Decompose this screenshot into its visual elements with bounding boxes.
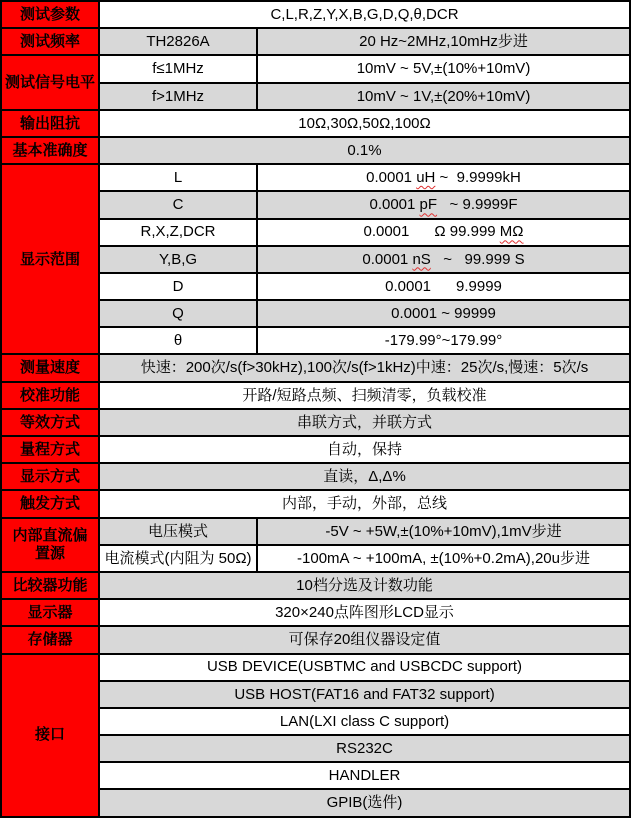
value-calibration-function: 开路/短路点频、扫频清零，负载校准	[99, 382, 630, 409]
value-part: 0.0001	[362, 250, 413, 268]
value-part-misspell: MΩ	[499, 223, 524, 241]
value-usb-device: USB DEVICE(USBTMC and USBCDC support)	[99, 654, 630, 681]
value-test-frequency: 20 Hz~2MHz,10mHz步进	[257, 28, 630, 55]
value-equivalent-mode: 串联方式，并联方式	[99, 409, 630, 436]
row-output-impedance	[1, 110, 630, 137]
label-comparator-function: 比较器功能	[1, 572, 99, 599]
row-display-mode	[1, 463, 630, 490]
row-measurement-speed	[1, 354, 630, 381]
label-measurement-speed: 测量速度	[1, 354, 99, 381]
sub-model-th2826a: TH2826A	[99, 28, 257, 55]
sub-f-gt-1mhz: f>1MHz	[99, 83, 257, 110]
value-part: 0.0001	[366, 169, 417, 187]
value-part: ~ 9.9999kH	[435, 169, 521, 187]
value-signal-level-low: 10mV ~ 5V,±(10%+10mV)	[257, 55, 630, 82]
value-gpib: GPIB(选件)	[99, 789, 630, 816]
row-test-frequency	[1, 28, 630, 55]
value-part-misspell: nS	[412, 250, 431, 268]
value-part: 0.0001 Ω 99.999	[363, 223, 500, 241]
value-range-ybg	[257, 246, 630, 273]
value-range-c	[257, 191, 630, 218]
value-range-q: 0.0001 ~ 99999	[257, 300, 630, 327]
row-basic-accuracy	[1, 137, 630, 164]
row-comparator-function	[1, 572, 630, 599]
value-lan: LAN(LXI class C support)	[99, 708, 630, 735]
value-trigger-mode: 内部，手动，外部，总线	[99, 490, 630, 517]
sub-param-d: D	[99, 273, 257, 300]
value-part: ~ 9.9999F	[437, 196, 518, 214]
value-handler: HANDLER	[99, 762, 630, 789]
value-part: 0.0001	[369, 196, 420, 214]
row-test-parameters	[1, 1, 630, 28]
row-display-device	[1, 599, 630, 626]
label-equivalent-mode: 等效方式	[1, 409, 99, 436]
value-basic-accuracy: 0.1%	[99, 137, 630, 164]
value-range-l	[257, 164, 630, 191]
label-trigger-mode: 触发方式	[1, 490, 99, 517]
value-test-parameters: C,L,R,Z,Y,X,B,G,D,Q,θ,DCR	[99, 1, 630, 28]
row-dc-bias-voltage	[1, 518, 630, 545]
label-output-impedance: 输出阻抗	[1, 110, 99, 137]
value-part-misspell: pF	[419, 196, 438, 214]
sub-current-mode: 电流模式(内阻为 50Ω)	[99, 545, 257, 572]
value-comparator-function: 10档分选及计数功能	[99, 572, 630, 599]
value-range-mode: 自动，保持	[99, 436, 630, 463]
sub-f-le-1mhz: f≤1MHz	[99, 55, 257, 82]
label-memory: 存储器	[1, 626, 99, 653]
value-signal-level-high: 10mV ~ 1V,±(20%+10mV)	[257, 83, 630, 110]
label-dc-bias-source	[1, 518, 99, 572]
row-trigger-mode	[1, 490, 630, 517]
row-range-mode	[1, 436, 630, 463]
label-basic-accuracy: 基本准确度	[1, 137, 99, 164]
value-display-device: 320×240点阵图形LCD显示	[99, 599, 630, 626]
sub-param-ybg: Y,B,G	[99, 246, 257, 273]
label-test-parameters: 测试参数	[1, 1, 99, 28]
row-display-range-l	[1, 164, 630, 191]
label-calibration-function: 校准功能	[1, 382, 99, 409]
sub-voltage-mode: 电压模式	[99, 518, 257, 545]
value-dc-bias-current: -100mA ~ +100mA, ±(10%+0.2mA),20u步进	[257, 545, 630, 572]
value-part: ~ 99.999 S	[430, 250, 525, 268]
value-usb-host: USB HOST(FAT16 and FAT32 support)	[99, 681, 630, 708]
value-display-mode: 直读，Δ,Δ%	[99, 463, 630, 490]
row-memory	[1, 626, 630, 653]
sub-param-l: L	[99, 164, 257, 191]
row-interface-usb-device	[1, 654, 630, 681]
value-part-misspell: uH	[416, 169, 436, 187]
row-calibration-function	[1, 382, 630, 409]
sub-param-theta: θ	[99, 327, 257, 354]
label-interface: 接口	[1, 654, 99, 817]
value-rs232c: RS232C	[99, 735, 630, 762]
row-equivalent-mode	[1, 409, 630, 436]
sub-param-c: C	[99, 191, 257, 218]
sub-param-rxzdcr: R,X,Z,DCR	[99, 219, 257, 246]
value-dc-bias-voltage: -5V ~ +5W,±(10%+10mV),1mV步进	[257, 518, 630, 545]
row-signal-level-low	[1, 55, 630, 82]
value-range-rxzdcr	[257, 219, 630, 246]
label-display-range: 显示范围	[1, 164, 99, 354]
label-test-signal-level: 测试信号电平	[1, 55, 99, 109]
value-range-d: 0.0001 9.9999	[257, 273, 630, 300]
label-display-mode: 显示方式	[1, 463, 99, 490]
label-display-device: 显示器	[1, 599, 99, 626]
sub-param-q: Q	[99, 300, 257, 327]
label-text: 内部直流偏置源	[12, 526, 88, 562]
value-measurement-speed: 快速：200次/s(f>30kHz),100次/s(f>1kHz)中速：25次/s,慢速：5次/s	[99, 354, 630, 381]
value-memory: 可保存20组仪器设定值	[99, 626, 630, 653]
value-output-impedance: 10Ω,30Ω,50Ω,100Ω	[99, 110, 630, 137]
label-test-frequency: 测试频率	[1, 28, 99, 55]
value-range-theta: -179.99°~179.99°	[257, 327, 630, 354]
label-range-mode: 量程方式	[1, 436, 99, 463]
